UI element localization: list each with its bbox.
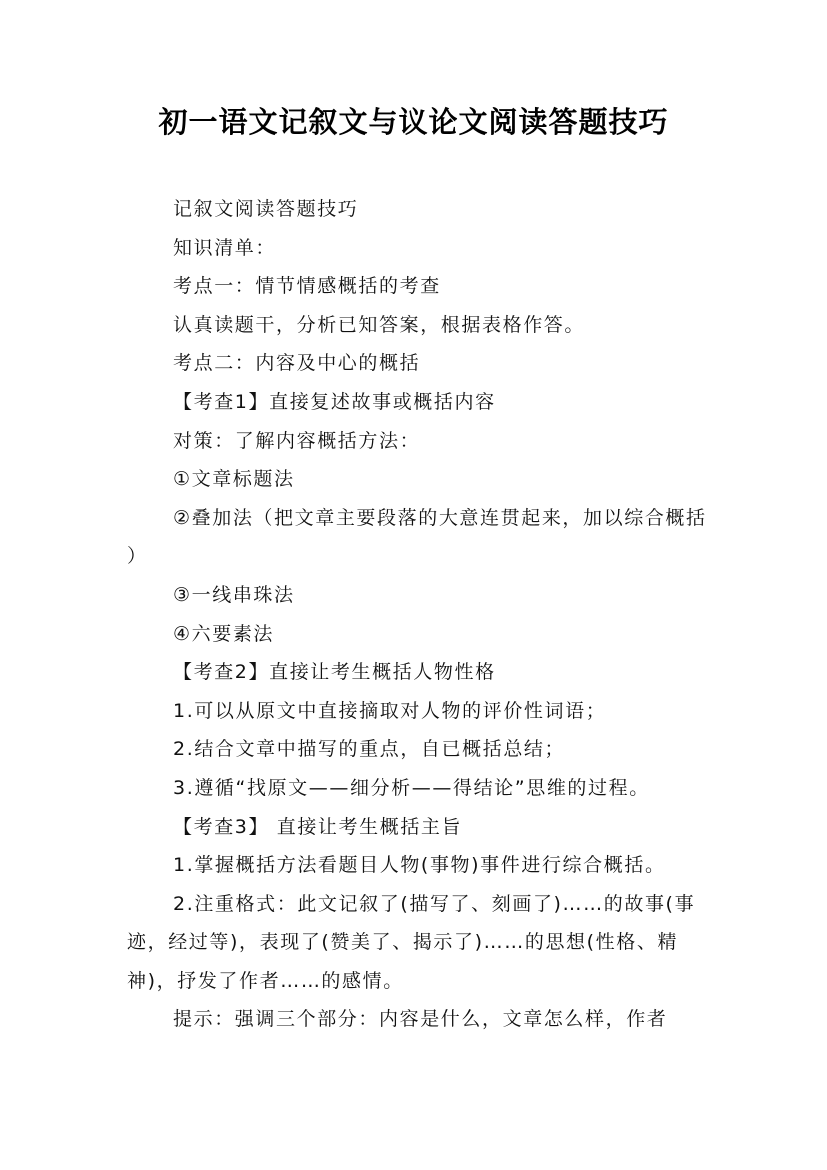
paragraph-exam-2: 【考查2】直接让考生概括人物性格 (173, 661, 496, 684)
paragraph-exam-2-item-1: 1.可以从原文中直接摘取对人物的评价性词语； (173, 699, 607, 722)
paragraph-knowledge-list: 知识清单： (173, 236, 277, 259)
paragraph-heading-narrative-tips: 记叙文阅读答题技巧 (173, 198, 359, 220)
paragraph-point-one: 考点一：情节情感概括的考查 (173, 275, 441, 298)
paragraph-exam-2-item-2: 2.结合文章中描写的重点，自已概括总结； (173, 738, 566, 761)
paragraph-hint: 提示：强调三个部分：内容是什么，文章怎么样，作者 (173, 1008, 668, 1031)
paragraph-exam-3: 【考查3】 直接让考生概括主旨 (173, 815, 463, 838)
paragraph-exam-3-item-1: 1.掌握概括方法看题目人物(事物)事件进行综合概括。 (173, 854, 666, 877)
paragraph-point-two: 考点二：内容及中心的概括 (173, 352, 421, 375)
document-title: 初一语文记叙文与议论文阅读答题技巧 (158, 105, 669, 139)
paragraph-method-2: ②叠加法（把文章主要段落的大意连贯起来，加以综合概括 ） (127, 506, 707, 568)
paragraph-exam-3-item-2: 2.注重格式：此文记叙了(描写了、刻画了)……的故事(事迹，经过等)，表现了(赞美了、揭示了)……的思想(性格、精神)，抒发了作者……的感情。 (127, 892, 696, 992)
paragraph-exam-1: 【考查1】直接复述故事或概括内容 (173, 390, 496, 413)
document-body (127, 190, 715, 1039)
paragraph-strategy: 对策：了解内容概括方法： (173, 429, 421, 452)
paragraph-method-3: ③一线串珠法 (173, 583, 295, 606)
paragraph-point-one-answer: 认真读题干，分析已知答案，根据表格作答。 (173, 313, 586, 336)
paragraph-method-4: ④六要素法 (173, 622, 275, 645)
paragraph-method-1: ①文章标题法 (173, 468, 295, 491)
paragraph-exam-2-item-3: 3.遵循“找原文——细分析——得结论”思维的过程。 (173, 776, 650, 799)
